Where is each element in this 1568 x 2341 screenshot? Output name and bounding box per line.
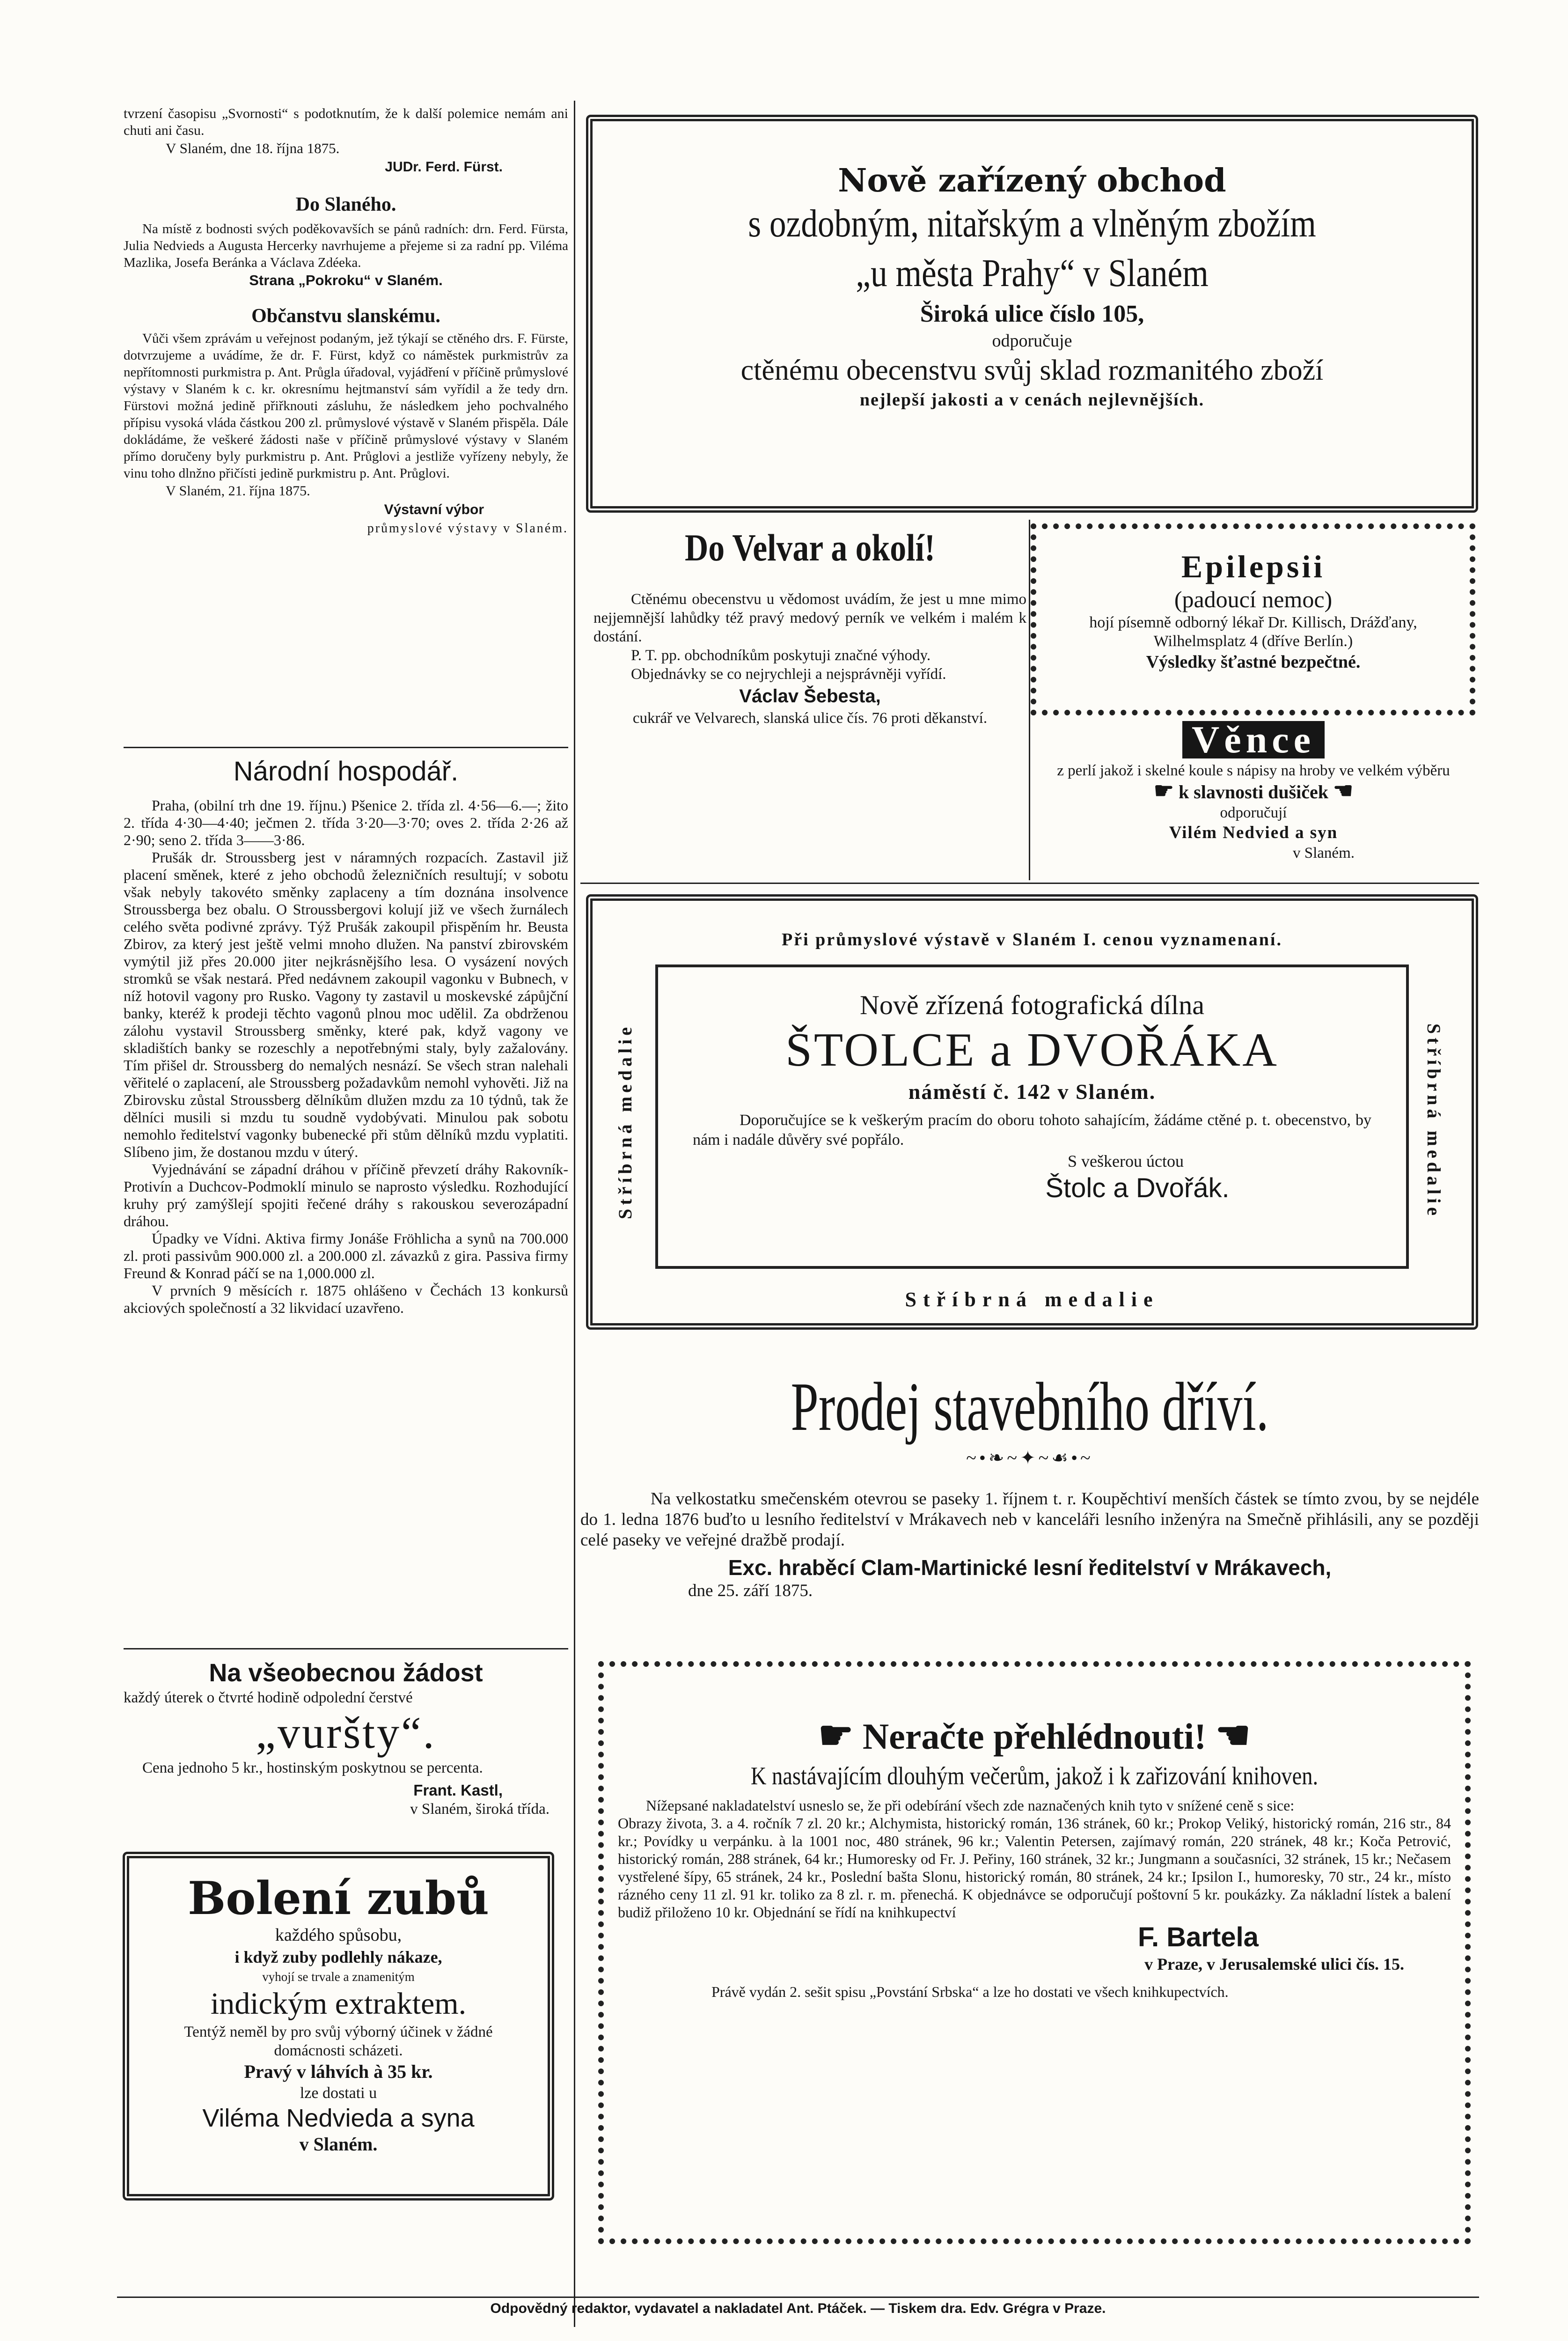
velvary-p3: Objednávky se co nejrychleji a nejsprávněji vyřídí. (631, 666, 946, 683)
velvary-ad (593, 524, 1026, 728)
nh-p3: Vyjednávání se západní dráhou v příčině převzetí dráhy Rakovník-Protivín a Duchcov-Podmoklí minulo se naprosto výsledku. Rozhodující kruhy prý zamýšlejí spojiti řečené dráhy s rakouskou severozápadní dráhou. (124, 1161, 568, 1229)
velvary-heading: Do Velvar a okolí! (684, 526, 936, 569)
vursty-ad (124, 1657, 568, 1818)
bolest-l2: i když zuby podlehly nákaze, (234, 1948, 442, 1966)
nh-p5: V prvních 9 měsících r. 1875 ohlášeno v Čechách 13 konkursů akciových společností a 32 likvidací uzavřeno. (124, 1282, 568, 1316)
obchod-l6: ctěnému obecenstvu svůj sklad rozmanitého zboží (740, 354, 1324, 386)
s2-date: V Slaném, 21. října 1875. (166, 483, 310, 499)
vursty-sig2: v Slaném, široká třída. (410, 1801, 550, 1818)
bartel-ad (618, 1714, 1451, 2001)
foto-l3: náměstí č. 142 v Slaném. (908, 1080, 1156, 1104)
epilepsie-ad (1044, 548, 1463, 673)
foto-bottom: Stříbrná medalie (905, 1288, 1159, 1311)
left-column (124, 105, 568, 538)
obchod-l3: „u města Prahy“ v Slaném (856, 251, 1209, 295)
nh-p4: Úpadky ve Vídni. Aktiva firmy Jonáše Fröhlicha a synů na 700.000 zl. proti passivům 900.000 zl. a 200.000 zl. závazků z gira. Passiva firmy Freund & Konrad páčí se na 1,000.000 zl. (124, 1230, 568, 1281)
bolest-l7: lze dostati u (300, 2084, 377, 2102)
foto-l1: Nově zřízená fotografická dílna (860, 990, 1204, 1020)
vursty-big: „vuršty“. (256, 1708, 436, 1758)
vursty-text: každý úterek o čtvrté hodině odpolední čerstvé (124, 1689, 413, 1706)
drivi-ad (580, 1367, 1479, 1469)
bartel-title: Neračte přehlédnouti! (862, 1716, 1207, 1757)
obchod-l5: odporučuje (992, 331, 1072, 351)
s2-signature-2: průmyslové výstavy v Slaném. (367, 521, 568, 536)
intro-date: V Slaném, dne 18. října 1875. (166, 140, 340, 156)
bartel-p1: Nížepsané nakladatelství usneslo se, že při odebírání všech zde naznačených knih tyto v snížené ceně s sice: (646, 1797, 1295, 1814)
left-divider-2 (124, 1648, 568, 1649)
s1-heading: Do Slaného. (295, 194, 396, 215)
velvary-divider (1029, 520, 1030, 880)
flourish-icon: ~•❧~✦~☙•~ (966, 1447, 1093, 1468)
s1-signature: Strana „Pokroku“ v Slaném. (249, 272, 443, 288)
bolest-l1: každého spůsobu, (275, 1925, 402, 1945)
epilepsie-sub: (padoucí nemoc) (1174, 586, 1333, 612)
bolest-l5: Tentýž neměl by pro svůj výborný účinek v žádné domácnosti scházeti. (184, 2024, 493, 2059)
vence-l3: odporučují (1220, 804, 1287, 821)
nh-heading: Národní hospodář. (233, 756, 459, 787)
velvary-p1: Ctěnému obecenstvu u vědomost uvádím, že jest u mne mimo nejjemnější lahůdky též pravý medový perník ve velkém i malém k dostání. (593, 591, 1026, 645)
vence-l5: v Slaném. (1293, 845, 1355, 861)
intro-signature: JUDr. Ferd. Fürst. (385, 159, 503, 175)
obchod-l1: Nově zařízený obchod (838, 162, 1226, 199)
drivi-text: Na velkostatku smečenském otevrou se paseky 1. říjnem t. r. Koupěchtiví menších částek se tímto zvou, by se nejdéle do 1. ledna 1876 buďto u lesního ředitelství v Mrákavech neb v kanceláři lesního inženýra na Smečně přihlásili, any se později celé paseky ve veřejné dražbě prodají. (580, 1489, 1479, 1550)
bolest-l4: indickým extraktem. (210, 1987, 467, 2021)
drivi-title: Prodej stavebního dříví. (791, 1369, 1269, 1445)
bolest-title: Bolení zubů (188, 1872, 489, 1925)
foto-ad (665, 988, 1399, 1204)
pointing-hand-left-icon: ☚ (1215, 1714, 1251, 1758)
vence-l4: Vilém Nedvied a syn (1169, 823, 1338, 842)
bartel-p2: Obrazy života, 3. a 4. ročník 7 zl. 20 kr.; Alchymista, historický román, 136 stránek, 60 kr.; Prokop Veliký, historický román, 216 str., 84 kr.; Povídky u verpánku. à la 1001 noc, 480 stránek, 96 kr.; Valentin Petersen, zajímavý román, 220 stránek, 48 kr.; Koča Petrović, historický román, 288 stránek, 64 kr.; Humoresky od Fr. J. Peřiny, 160 stránek, 32 kr.; Jungmann a současníci, 32 stránek, 15 kr.; Nečasem vystřelené šípy, 65 stránek, 24 kr., Poslední bašta Slonu, historický román, 80 stránek, 24 kr.; Ipsilon I., humoresky, 70 str., 24 kr., místo rázného ceny 11 zl. 91 kr. toliko za 8 zl. r. m. přenechá. K objednávce se odporučují poštovní 5 kr. poukázky. Za nákladní lístek a balení budiž přiloženo 10 kr. Objednání se řídí na knihkupectví (618, 1815, 1451, 1921)
bartel-sub: K nastávajícím dlouhým večerům, jakož i k zařizování knihoven. (750, 1762, 1319, 1790)
nh-section (124, 754, 568, 1317)
pointing-hand-right-icon: ☛ (1153, 779, 1174, 803)
velvary-sig2: cukrář ve Velvarech, slanská ulice čís. 76 proti děkanství. (632, 710, 988, 727)
bartel-title-row (618, 1714, 1451, 1759)
s2-heading: Občanstvu slanskému. (251, 305, 440, 327)
vursty-heading: Na všeobecnou žádost (209, 1659, 483, 1687)
bolest-ad (140, 1873, 536, 2156)
obchod-ad (608, 162, 1456, 412)
epilepsie-result: Výsledky šťastné bezpečtné. (1146, 652, 1361, 672)
vence-title: Věnce (1182, 721, 1325, 758)
vence-l2: k slavnosti dušiček (1178, 781, 1329, 802)
epilepsie-text: hojí písemně odborný lékař Dr. Killisch, Drážďany, Wilhelmsplatz 4 (dříve Berlín.) (1089, 614, 1417, 650)
foto-l2: ŠTOLCE a DVOŘÁKA (785, 1023, 1279, 1076)
drivi-sig: Exc. hraběcí Clam-Martinické lesní ředitelství v Mrákavech, (728, 1555, 1332, 1580)
vence-ad (1033, 718, 1473, 862)
intro-text: tvrzení časopisu „Svornosti“ s podotknutím, že k další polemice nemám ani chuti ani času. (124, 106, 568, 138)
foto-side-left: Stříbrná medalie (615, 1023, 636, 1219)
bartel-sig1: F. Bartela (1138, 1922, 1259, 1952)
s1-text: Na místě z bodnosti svých poděkovavších se pánů radních: drn. Ferd. Fürsta, Julia Nedvieds a Augusta Hercerky navrhujeme a přejeme si za radní pp. Viléma Mazlika, Josefa Beránka a Václava Zdéeka. (124, 221, 568, 270)
obchod-l7: nejlepší jakosti a v cenách nejlevnějších. (859, 390, 1205, 410)
obchod-l4: Široká ulice číslo 105, (920, 301, 1144, 327)
nh-p2: Prušák dr. Stroussberg jest v náramných rozpacích. Zastavil již placení směnek, které z jeho obchodů železničních resultují; v sobotu však nebyly takovéto směnky zaplaceny a tím doznána insolvence Stroussberga bez obalu. O Stroussbergovi kolují již ve všech žurnálech celého světa podivné zprávy. Týž Prušák zakoupil přispěním hr. Beusta Zbirov, za který jest ještě velmi mnoho dlužen. Na panství zbirovském vymýtil již přes 20.000 jiter nejkrásnějšího lesa. O vysázení nových stromků se však nestará. Před nedávnem zakoupil vagonku v Bubnech, v níž hotovil vagony pro Rusko. Vagony ty zastavil u moskevské zápůjční banky, kteréž k prodeji těchto vagonů plnou moc udělil. Za obdrženou zálohu vystavil Stroussberg směnky, které pak, když vagony ve skladištích banky se rozeschly a nepotřebnými staly, byly zažalovány. Tím přišel dr. Stroussberg do nemalých nesnází. Se všech stran nalehali věřitelé o zaplacení, ale Stroussberg požadavkům nemohl vyhověti. Již na Zbirovsku zůstal Stroussberg dělníkům dlužen mzdu za 10 týdnů, tak že dělníci musili si mzdu tu soudně vydobývati. Minulou pak sobotu nemohlo ředitelství vagonky bubenecké při stům dělníků mzdu vyplatiti. Slíbeno jim, že dostanou mzdu v úterý. (124, 849, 568, 1160)
vursty-price: Cena jednoho 5 kr., hostinským poskytnou se percenta. (142, 1759, 483, 1776)
foto-top: Při průmyslové výstavě v Slaném I. cenou vyznamenaní. (782, 930, 1282, 950)
vence-l1: z perlí jakož i skelné koule s nápisy na hroby ve velkém výběru (1057, 762, 1450, 779)
vursty-sig1: Frant. Kastl, (413, 1782, 503, 1799)
left-divider-1 (124, 747, 568, 748)
bolest-l6: Pravý v láhvích à 35 kr. (244, 2061, 433, 2082)
pointing-hand-left-icon: ☚ (1333, 779, 1354, 803)
pointing-hand-right-icon: ☛ (818, 1714, 854, 1758)
foto-l6: Štolc a Dvořák. (1045, 1173, 1230, 1203)
drivi-date: dne 25. září 1875. (688, 1581, 813, 1600)
epilepsie-title: Epilepsii (1181, 549, 1326, 584)
column-separator (574, 101, 575, 2327)
bartel-sig2: v Praze, v Jerusalemské ulici čís. 15. (1144, 1955, 1404, 1973)
bartel-p3: Právě vydán 2. sešit spisu „Povstání Srbska“ a lze ho dostati ve všech knihkupectvích. (711, 1983, 1229, 2000)
velvary-sig1: Václav Šebesta, (739, 686, 881, 707)
drivi-body (580, 1489, 1479, 1601)
obchod-l2: s ozdobným, nitařským a vlněným zbožím (748, 202, 1316, 245)
bolest-l8: Viléma Nedvieda a syna (202, 2104, 475, 2132)
right-divider-1 (580, 883, 1479, 884)
foto-l5: S veškerou úctou (1068, 1152, 1184, 1170)
foto-l4: Doporučujíce se k veškerým pracím do oboru tohoto sahajícím, žádáme ctěné p. t. obecenstvo, by nám i nadále důvěry své popřálo. (693, 1112, 1371, 1148)
footer: Odpovědný redaktor, vydavatel a nakladatel Ant. Ptáček. — Tiskem dra. Edv. Grégra v Praze. (490, 2301, 1106, 2316)
bolest-l3: vyhojí se trvale a znamenitým (262, 1970, 415, 1984)
vence-l2-row (1033, 780, 1473, 803)
foto-side-right: Stříbrná medalie (1423, 1023, 1444, 1219)
nh-p1: Praha, (obilní trh dne 19. říjnu.) Pšenice 2. třída zl. 4·56—6.—; žito 2. třída 4·30—4·40; ječmen 2. třída 3·20—3·70; oves 2. třída 2·26 až 2·90; seno 2. třída 3——3·86. (124, 797, 568, 848)
velvary-p2: P. T. pp. obchodníkům poskytuji značné výhody. (631, 647, 931, 664)
bolest-l9: v Slaném. (299, 2134, 378, 2155)
s2-signature-1: Výstavní výbor (384, 502, 484, 517)
footer-rule (117, 2297, 1479, 2298)
s2-text: Vůči všem zprávám u veřejnost podaným, jež týkají se ctěného drs. F. Fürste, dotvrzujeme a uvádíme, že dr. F. Fürst, když co náměstek purkmistrův za nepřítomnosti purkmistra p. Ant. Průgla úřadoval, vyjádření v příčině průmyslové výstavy v Slaném k c. kr. okresnímu hejtmanství sám vyřídil a že tedy drn. Fürstovi možná jedině přiřknouti zásluhu, že následkem jeho pochvalného přípisu vysoká vláda částkou 200 zl. průmyslové výstavě v Slaném přispěla. Dále dokládáme, že veškeré žádosti naše v příčině průmyslové výstavy v Slaném přímo doručeny byly purkmistru p. Ant. Průglovi a jestliže vyřízeny nebyly, že vinu toho dlnžno přičísti jedině purkmistru p. Ant. Průglovi. (124, 331, 568, 481)
